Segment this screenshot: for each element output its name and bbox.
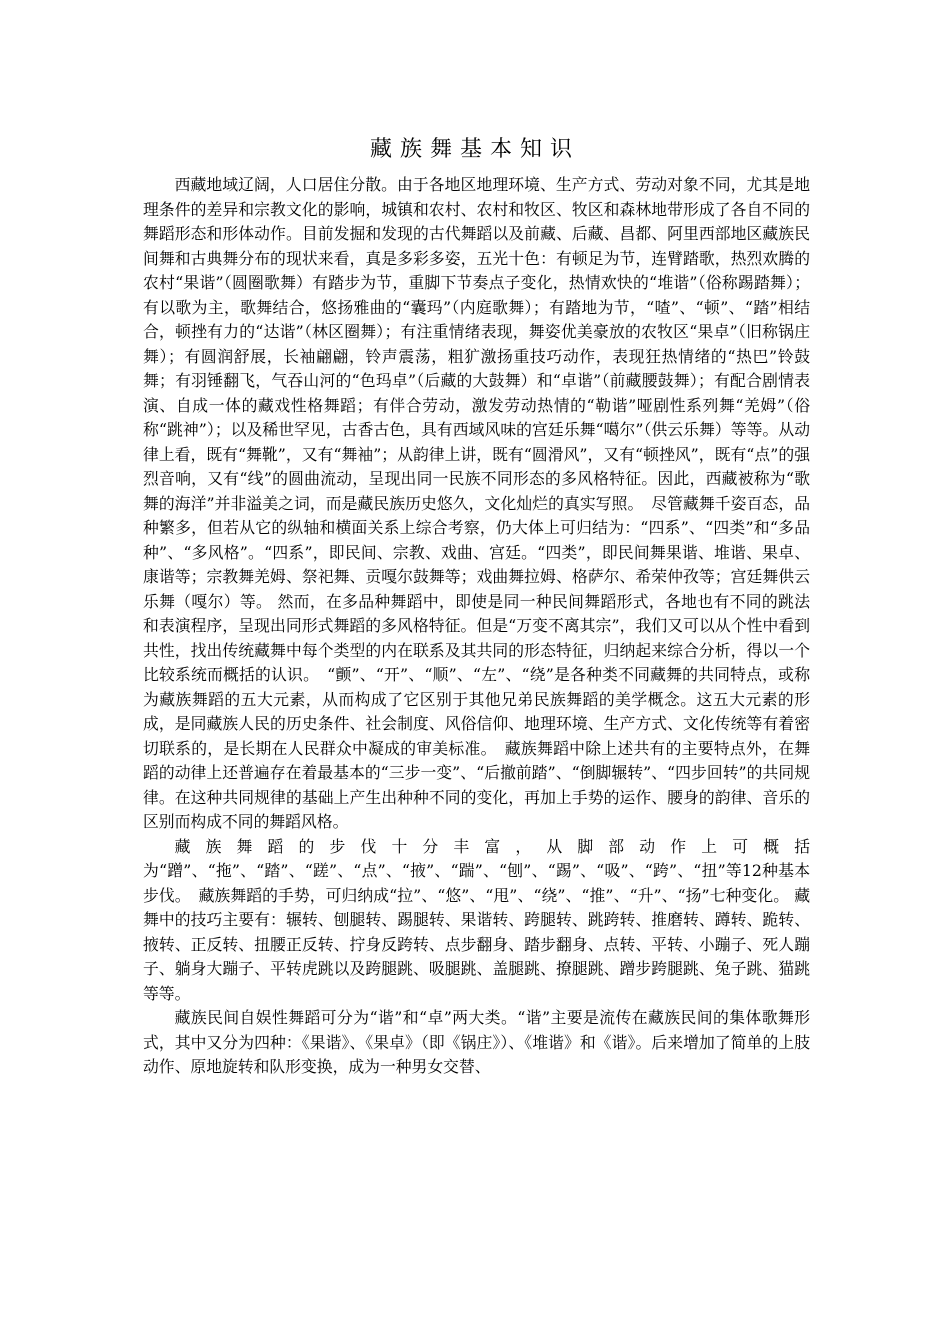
document-title: 藏族舞基本知识	[369, 137, 580, 162]
document-body	[143, 173, 810, 1080]
paragraph-3: 藏族民间自娱性舞蹈可分为“谐”和“卓”两大类。“谐”主要是流传在藏族民间的集体歌舞形式，其中又分为四种：《果谐》、《果卓》（即《锅庄》）、《堆谐》和《谐》。后来增加了简单的上肢动作、原地旋转和队形变换，成为一种男女交替、	[143, 1008, 810, 1076]
paragraph-2: 藏族舞蹈的步伐十分丰富，从脚部动作上可概括为“蹭”、“拖”、“踏”、“蹉”、“点”、“掖”、“踹”、“刨”、“踢”、“吸”、“跨”、“扭”等12种基本步伐。 藏族舞蹈的手势，可归纳成“拉”、“悠”、“甩”、“绕”、“推”、“升”、“扬”七种变化。 藏舞中的技巧主要有：辗转、刨腿转、踢腿转、果谐转、跨腿转、跳跨转、推磨转、蹲转、跪转、掖转、正反转、扭腰正反转、拧身反跨转、点步翻身、踏步翻身、点转、平转、小蹦子、死人蹦子、躺身大蹦子、平转虎跳以及跨腿跳、吸腿跳、盖腿跳、撩腿跳、蹭步跨腿跳、兔子跳、猫跳等等。	[143, 836, 810, 1003]
paragraph-1: 西藏地域辽阔，人口居住分散。由于各地区地理环境、生产方式、劳动对象不同，尤其是地理条件的差异和宗教文化的影响，城镇和农村、农村和牧区、牧区和森林地带形成了各自不同的舞蹈形态和形体动作。目前发掘和发现的古代舞蹈以及前藏、后藏、昌都、阿里西部地区藏族民间舞和古典舞分布的现状来看，真是多彩多姿，五光十色：有顿足为节，连臂踏歌，热烈欢腾的农村“果谐”（圆圈歌舞）有踏步为节，重脚下节奏点子变化，热情欢快的“堆谐”（俗称踢踏舞）；有以歌为主，歌舞结合，悠扬雅曲的“囊玛”（内庭歌舞）；有踏地为节，“喳”、“顿”、“踏”相结合，顿挫有力的“达谐”（林区圈舞）；有注重情绪表现，舞姿优美豪放的农牧区“果卓”（旧称锅庄舞）；有圆润舒展，长袖翩翩，铃声震荡，粗犷激扬重技巧动作，表现狂热情绪的“热巴”铃鼓舞；有羽锤翻飞，气吞山河的“色玛卓”（后藏的大鼓舞）和“卓谐”（前藏腰鼓舞）；有配合剧情表演、自成一体的藏戏性格舞蹈；有伴合劳动，激发劳动热情的“勒谐”哑剧性系列舞“羌姆”（俗称“跳神”）；以及稀世罕见，古香古色，具有西域风味的宫廷乐舞“噶尔”（供云乐舞）等等。从动律上看，既有“舞靴”，又有“舞袖”；从韵律上讲，既有“圆滑风”，又有“顿挫风”，既有“点”的强烈音响，又有“线”的圆曲流动，呈现出同一民族不同形态的多风格特征。因此，西藏被称为“歌舞的海洋”并非溢美之词，而是藏民族历史悠久，文化灿烂的真实写照。 尽管藏舞千姿百态，品种繁多，但若从它的纵轴和横面关系上综合考察，仍大体上可归结为：“四系”、“四类”和“多品种”、“多风格”。“四系”，即民间、宗教、戏曲、宫廷。“四类”，即民间舞果谐、堆谐、果卓、康谐等；宗教舞羌姆、祭祀舞、贡嘎尔鼓舞等；戏曲舞拉姆、格萨尔、希荣仲孜等；宫廷舞供云乐舞（嘎尔）等。 然而，在多品种舞蹈中，即使是同一种民间舞蹈形式，各地也有不同的跳法和表演程序，呈现出同形式舞蹈的多风格特征。但是“万变不离其宗”，我们又可以从个性中看到共性，找出传统藏舞中每个类型的内在联系及其共同的形态特征，归纳起来综合分析，得以一个比较系统而概括的认识。 “颤”、“开”、“顺”、“左”、“绕”是各种类不同藏舞的共同特点，或称为藏族舞蹈的五大元素，从而构成了它区别于其他兄弟民族舞蹈的美学概念。这五大元素的形成，是同藏族人民的历史条件、社会制度、风俗信仰、地理环境、生产方式、文化传统等有着密切联系的，是长期在人民群众中凝成的审美标准。 藏族舞蹈中除上述共有的主要特点外，在舞蹈的动律上还普遍存在着最基本的“三步一变”、“后撤前踏”、“倒脚辗转”、“四步回转”的共同规律。在这种共同规律的基础上产生出种种不同的变化，再加上手势的运作、腰身的韵律、音乐的区别而构成不同的舞蹈风格。	[143, 175, 810, 831]
